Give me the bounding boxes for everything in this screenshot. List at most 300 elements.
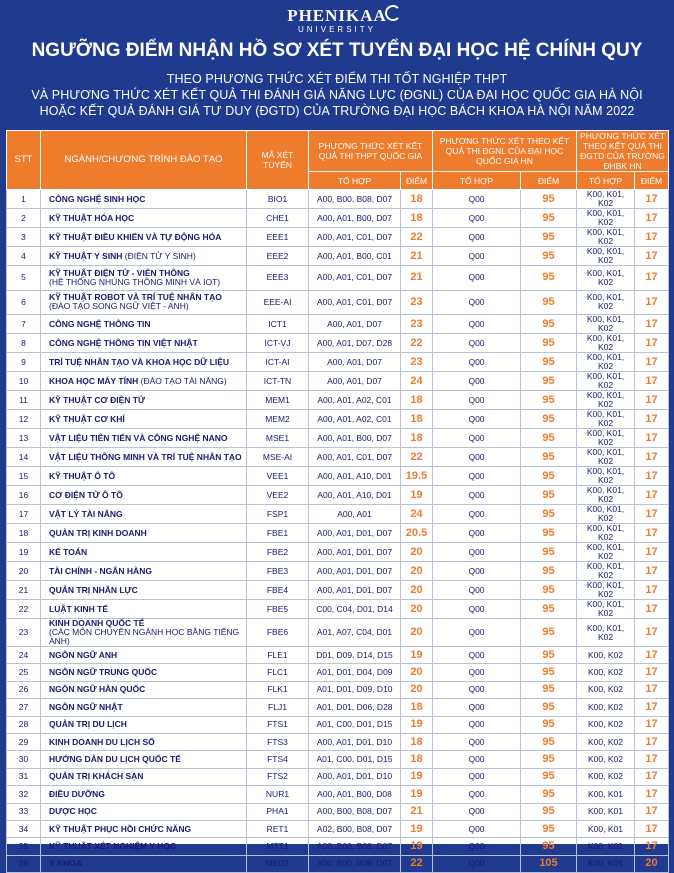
row-score-dgnl: 95 (521, 699, 577, 716)
row-score-thpt: 20 (401, 543, 433, 562)
row-program (41, 290, 247, 315)
program-name: KỸ THUẬT ĐIỆN TỬ - VIỄN THÔNG (49, 267, 190, 278)
program-name: KỸ THUẬT Y SINH (49, 250, 123, 261)
row-program (41, 353, 247, 372)
header-combo: TỔ HỢP (577, 172, 635, 190)
row-score-dgnl: 95 (521, 209, 577, 228)
row-program (41, 315, 247, 334)
row-score-dgtd: 17 (635, 619, 669, 647)
table-row (7, 290, 669, 315)
row-score-thpt: 22 (401, 448, 433, 467)
table-row (7, 699, 669, 716)
row-program (41, 524, 247, 543)
row-score-dgtd: 17 (635, 228, 669, 247)
row-program (41, 448, 247, 467)
table-row (7, 543, 669, 562)
row-score-dgtd: 17 (635, 647, 669, 664)
row-program (41, 681, 247, 698)
row-stt: 18 (7, 524, 41, 543)
program-name: KẾ TOÁN (49, 546, 88, 557)
row-combo-dgnl: Q00 (433, 786, 521, 803)
row-score-dgtd: 17 (635, 838, 669, 855)
row-code: MED1 (247, 855, 309, 872)
row-code: EEE1 (247, 228, 309, 247)
table-row (7, 353, 669, 372)
row-score-dgnl: 95 (521, 190, 577, 209)
row-code: FTS1 (247, 716, 309, 733)
row-score-dgnl: 95 (521, 505, 577, 524)
row-code: CHE1 (247, 209, 309, 228)
table-row (7, 209, 669, 228)
program-name: KỸ THUẬT Ô TÔ (49, 470, 116, 481)
row-score-thpt: 18 (401, 699, 433, 716)
row-score-dgtd: 17 (635, 664, 669, 681)
row-combo-dgtd: K00, K01, K02 (577, 448, 635, 467)
table-row (7, 315, 669, 334)
row-score-dgtd: 17 (635, 290, 669, 315)
row-combo-dgnl: Q00 (433, 486, 521, 505)
table-row (7, 410, 669, 429)
row-score-thpt: 19 (401, 647, 433, 664)
row-score-thpt: 23 (401, 315, 433, 334)
program-name: KỸ THUẬT XÉT NGHIỆM Y HỌC (49, 840, 177, 851)
row-combo-thpt: A01, D01, D06, D28 (309, 699, 401, 716)
row-program (41, 664, 247, 681)
row-code: ICT1 (247, 315, 309, 334)
row-program (41, 562, 247, 581)
row-score-dgtd: 17 (635, 562, 669, 581)
row-combo-dgnl: Q00 (433, 664, 521, 681)
program-name: TÀI CHÍNH - NGÂN HÀNG (49, 565, 152, 576)
table-row (7, 247, 669, 266)
row-combo-dgtd: K00, K02 (577, 733, 635, 750)
program-name: KỸ THUẬT HÓA HỌC (49, 212, 135, 223)
row-program (41, 486, 247, 505)
row-score-dgnl: 95 (521, 486, 577, 505)
row-stt: 3 (7, 228, 41, 247)
row-combo-dgtd: K00, K01, K02 (577, 353, 635, 372)
table-row (7, 803, 669, 820)
row-combo-thpt: A00, B00, B08, D07 (309, 190, 401, 209)
program-name: KỸ THUẬT ĐIỀU KHIỂN VÀ TỰ ĐỘNG HÓA (49, 231, 222, 242)
row-program (41, 266, 247, 291)
row-combo-thpt: A00, A01, D07 (309, 315, 401, 334)
row-stt: 35 (7, 838, 41, 855)
row-combo-dgnl: Q00 (433, 838, 521, 855)
row-combo-dgtd: K00, K01, K02 (577, 600, 635, 619)
row-score-dgtd: 17 (635, 524, 669, 543)
row-stt: 33 (7, 803, 41, 820)
row-program (41, 228, 247, 247)
program-name: TRÍ TUỆ NHÂN TẠO VÀ KHOA HỌC DỮ LIỆU (49, 356, 230, 367)
program-name: VẬT LIỆU TIÊN TIẾN VÀ CÔNG NGHỆ NANO (49, 432, 228, 443)
row-combo-dgtd: K00, K01, K02 (577, 315, 635, 334)
program-note: (ĐIỆN TỬ Y SINH) (124, 250, 196, 261)
program-name: KHOA HỌC MÁY TÍNH (49, 375, 139, 386)
row-combo-dgtd: K00, K01 (577, 838, 635, 855)
row-code: FBE3 (247, 562, 309, 581)
program-name: CÔNG NGHỆ SINH HỌC (49, 193, 146, 204)
table-row (7, 619, 669, 647)
row-program (41, 581, 247, 600)
program-name: LUẬT KINH TẾ (49, 603, 109, 614)
row-combo-thpt: A00, A01, C01, D07 (309, 228, 401, 247)
row-score-dgnl: 95 (521, 786, 577, 803)
program-name: HƯỚNG DẪN DU LỊCH QUỐC TẾ (49, 754, 181, 765)
row-code: MSE1 (247, 429, 309, 448)
row-code: FBE2 (247, 543, 309, 562)
row-stt: 16 (7, 486, 41, 505)
row-combo-dgtd: K00, K01, K02 (577, 429, 635, 448)
row-score-dgnl: 95 (521, 391, 577, 410)
row-score-dgtd: 17 (635, 505, 669, 524)
row-stt: 7 (7, 315, 41, 334)
row-combo-thpt: A00, A01, D07, D28 (309, 334, 401, 353)
row-score-thpt: 20 (401, 581, 433, 600)
row-score-dgtd: 17 (635, 751, 669, 768)
row-program (41, 619, 247, 647)
row-score-dgtd: 17 (635, 600, 669, 619)
row-score-dgnl: 95 (521, 290, 577, 315)
row-combo-dgtd: K00, K01, K02 (577, 266, 635, 291)
row-score-dgnl: 95 (521, 543, 577, 562)
row-combo-dgtd: K00, K02 (577, 664, 635, 681)
row-combo-dgnl: Q00 (433, 619, 521, 647)
row-score-thpt: 20 (401, 562, 433, 581)
table-row (7, 820, 669, 837)
row-combo-dgnl: Q00 (433, 647, 521, 664)
row-combo-dgtd: K00, K01, K02 (577, 524, 635, 543)
program-name: KỸ THUẬT CƠ ĐIỆN TỬ (49, 394, 145, 405)
program-name: KINH DOANH QUỐC TẾ (49, 618, 145, 628)
row-combo-dgtd: K00, K02 (577, 768, 635, 785)
row-score-dgtd: 17 (635, 768, 669, 785)
row-score-dgtd: 17 (635, 410, 669, 429)
row-stt: 32 (7, 786, 41, 803)
row-program (41, 429, 247, 448)
row-combo-dgnl: Q00 (433, 820, 521, 837)
row-combo-thpt: C00, C04, D01, D14 (309, 600, 401, 619)
row-score-dgnl: 95 (521, 619, 577, 647)
row-combo-thpt: A00, A01 (309, 505, 401, 524)
row-code: FLC1 (247, 664, 309, 681)
row-combo-dgnl: Q00 (433, 751, 521, 768)
admission-table (6, 130, 669, 873)
table-row (7, 228, 669, 247)
row-score-thpt: 20 (401, 664, 433, 681)
row-score-thpt: 23 (401, 353, 433, 372)
row-program (41, 372, 247, 391)
brand-sub: UNIVERSITY (297, 25, 376, 34)
row-score-thpt: 18 (401, 429, 433, 448)
row-score-dgnl: 95 (521, 315, 577, 334)
row-score-dgtd: 17 (635, 467, 669, 486)
row-score-dgtd: 17 (635, 353, 669, 372)
row-stt: 11 (7, 391, 41, 410)
row-score-dgnl: 95 (521, 768, 577, 785)
program-name: CÔNG NGHỆ THÔNG TIN VIỆT NHẬT (49, 337, 198, 348)
row-code: EEE-AI (247, 290, 309, 315)
row-score-thpt: 18 (401, 209, 433, 228)
header-code: MÃ XÉT TUYỂN (247, 131, 309, 190)
row-score-thpt: 19 (401, 820, 433, 837)
table-row (7, 681, 669, 698)
row-stt: 36 (7, 855, 41, 872)
program-note: (ĐÀO TẠO TÀI NĂNG) (140, 375, 227, 386)
row-combo-thpt: A00, A01, D07 (309, 353, 401, 372)
row-combo-thpt: A00, B00, B08, D07 (309, 838, 401, 855)
row-combo-dgtd: K00, K01, K02 (577, 581, 635, 600)
row-combo-dgtd: K00, K01, K02 (577, 372, 635, 391)
row-combo-thpt: A00, A01, C01, D07 (309, 448, 401, 467)
row-stt: 29 (7, 733, 41, 750)
row-code: FLK1 (247, 681, 309, 698)
admission-table-container (6, 130, 668, 870)
row-combo-dgnl: Q00 (433, 681, 521, 698)
row-score-dgtd: 17 (635, 429, 669, 448)
row-code: FBE1 (247, 524, 309, 543)
row-stt: 1 (7, 190, 41, 209)
row-stt: 12 (7, 410, 41, 429)
row-stt: 26 (7, 681, 41, 698)
row-program (41, 247, 247, 266)
row-score-dgnl: 95 (521, 247, 577, 266)
row-code: RET1 (247, 820, 309, 837)
row-score-dgnl: 95 (521, 410, 577, 429)
header-method-dgnl: PHƯƠNG THỨC XÉT THEO KẾT QUẢ THI ĐGNL CỦA ĐẠI HỌC QUỐC GIA HN (433, 131, 577, 172)
header-program: NGÀNH/CHƯƠNG TRÌNH ĐÀO TẠO (41, 131, 247, 190)
page-header (0, 0, 674, 128)
row-combo-dgnl: Q00 (433, 733, 521, 750)
program-note: (ĐÀO TẠO SONG NGỮ VIỆT - ANH) (49, 301, 189, 312)
university-logo (0, 6, 674, 34)
row-score-dgnl: 95 (521, 820, 577, 837)
row-code: ICT-AI (247, 353, 309, 372)
header-stt: STT (7, 131, 41, 190)
row-stt: 13 (7, 429, 41, 448)
row-code: ICT-VJ (247, 334, 309, 353)
row-combo-thpt: A01, C00, D01, D15 (309, 716, 401, 733)
row-stt: 9 (7, 353, 41, 372)
row-combo-dgnl: Q00 (433, 699, 521, 716)
row-combo-thpt: D01, D09, D14, D15 (309, 647, 401, 664)
row-combo-dgtd: K00, K01 (577, 803, 635, 820)
row-combo-dgnl: Q00 (433, 524, 521, 543)
row-score-dgtd: 17 (635, 543, 669, 562)
row-score-dgtd: 17 (635, 391, 669, 410)
row-code: ICT-TN (247, 372, 309, 391)
row-combo-dgnl: Q00 (433, 315, 521, 334)
header-combo: TỔ HỢP (433, 172, 521, 190)
row-combo-dgtd: K00, K02 (577, 681, 635, 698)
row-score-dgnl: 95 (521, 751, 577, 768)
row-score-dgtd: 17 (635, 247, 669, 266)
row-score-dgnl: 95 (521, 467, 577, 486)
row-combo-thpt: A00, A01, A02, C01 (309, 410, 401, 429)
page-title: NGƯỠNG ĐIỂM NHẬN HỒ SƠ XÉT TUYỂN ĐẠI HỌC HỆ CHÍNH QUY (31, 40, 643, 61)
row-stt: 28 (7, 716, 41, 733)
row-score-dgnl: 95 (521, 334, 577, 353)
row-score-thpt: 19 (401, 768, 433, 785)
table-row (7, 562, 669, 581)
program-name: QUẢN TRỊ NHÂN LỰC (49, 584, 138, 595)
row-score-thpt: 19.5 (401, 467, 433, 486)
row-combo-thpt: A00, B00, B08, D07 (309, 855, 401, 872)
row-combo-dgnl: Q00 (433, 600, 521, 619)
row-program (41, 209, 247, 228)
row-score-thpt: 18 (401, 751, 433, 768)
row-code: FLJ1 (247, 699, 309, 716)
row-combo-dgtd: K00, K01, K02 (577, 467, 635, 486)
row-score-thpt: 19 (401, 838, 433, 855)
table-row (7, 505, 669, 524)
row-code: FLE1 (247, 647, 309, 664)
row-score-dgtd: 17 (635, 581, 669, 600)
row-score-dgtd: 17 (635, 681, 669, 698)
row-score-dgnl: 95 (521, 664, 577, 681)
row-score-dgnl: 95 (521, 429, 577, 448)
row-combo-dgtd: K00, K01, K02 (577, 619, 635, 647)
row-code: MEM2 (247, 410, 309, 429)
table-row (7, 486, 669, 505)
row-code: MSE-AI (247, 448, 309, 467)
table-row (7, 581, 669, 600)
row-code: NUR1 (247, 786, 309, 803)
row-stt: 20 (7, 562, 41, 581)
row-score-dgnl: 95 (521, 228, 577, 247)
row-combo-dgtd: K00, K01, K02 (577, 209, 635, 228)
subtitle-line: THEO PHƯƠNG THỨC XÉT ĐIỂM THI TỐT NGHIỆP THPT (166, 72, 508, 86)
row-score-thpt: 21 (401, 266, 433, 291)
program-name: QUẢN TRỊ KHÁCH SẠN (49, 771, 144, 782)
row-score-dgnl: 95 (521, 372, 577, 391)
row-program (41, 600, 247, 619)
subtitle-line: VÀ PHƯƠNG THỨC XÉT KẾT QUẢ THI ĐÁNH GIÁ NĂNG LỰC (ĐGNL) CỦA ĐẠI HỌC QUỐC GIA HÀ NỘI (31, 88, 643, 102)
row-code: FTS3 (247, 733, 309, 750)
row-code: VEE1 (247, 467, 309, 486)
row-score-dgnl: 95 (521, 581, 577, 600)
row-combo-dgtd: K00, K01, K02 (577, 247, 635, 266)
row-stt: 17 (7, 505, 41, 524)
row-combo-thpt: A00, A01, D01, D10 (309, 733, 401, 750)
row-combo-thpt: A00, A01, D01, D07 (309, 581, 401, 600)
row-score-dgnl: 95 (521, 681, 577, 698)
row-stt: 15 (7, 467, 41, 486)
row-score-thpt: 23 (401, 290, 433, 315)
table-row (7, 448, 669, 467)
row-stt: 19 (7, 543, 41, 562)
row-combo-thpt: A01, D01, D09, D10 (309, 681, 401, 698)
row-combo-dgnl: Q00 (433, 290, 521, 315)
header-score: ĐIỂM (401, 172, 433, 190)
brand-name: PHENIKAA (287, 6, 387, 25)
row-score-thpt: 21 (401, 247, 433, 266)
header-score: ĐIỂM (521, 172, 577, 190)
row-score-thpt: 18 (401, 410, 433, 429)
row-combo-thpt: A00, A01, B00, D07 (309, 429, 401, 448)
program-name: DƯỢC HỌC (49, 806, 97, 817)
row-score-thpt: 19 (401, 716, 433, 733)
row-combo-dgnl: Q00 (433, 768, 521, 785)
row-combo-dgnl: Q00 (433, 581, 521, 600)
row-combo-thpt: A00, A01, D01, D07 (309, 524, 401, 543)
program-name: CƠ ĐIỆN TỬ Ô TÔ (49, 489, 123, 500)
row-stt: 10 (7, 372, 41, 391)
row-stt: 24 (7, 647, 41, 664)
row-score-dgnl: 95 (521, 524, 577, 543)
row-combo-thpt: A00, A01, C01, D07 (309, 290, 401, 315)
row-combo-thpt: A00, A01, A02, C01 (309, 391, 401, 410)
row-combo-dgtd: K00, K01, K02 (577, 410, 635, 429)
program-note: (HỆ THỐNG NHÚNG THÔNG MINH VÀ IOT) (49, 276, 221, 287)
row-combo-dgnl: Q00 (433, 372, 521, 391)
program-note: (CÁC MÔN CHUYÊN NGÀNH HỌC BẰNG TIẾNG ANH) (49, 627, 240, 646)
row-score-thpt: 19 (401, 786, 433, 803)
table-row (7, 733, 669, 750)
row-score-dgnl: 95 (521, 803, 577, 820)
row-code: VEE2 (247, 486, 309, 505)
row-program (41, 505, 247, 524)
row-score-dgnl: 105 (521, 855, 577, 872)
row-score-dgnl: 95 (521, 266, 577, 291)
row-program (41, 733, 247, 750)
row-stt: 8 (7, 334, 41, 353)
row-combo-dgnl: Q00 (433, 353, 521, 372)
row-combo-dgnl: Q00 (433, 803, 521, 820)
header-method-dgtd: PHƯƠNG THỨC XÉT THEO KẾT QUẢ THI ĐGTD CỦA TRƯỜNG ĐHBK HN (577, 131, 669, 172)
table-row (7, 716, 669, 733)
row-score-dgtd: 17 (635, 716, 669, 733)
row-combo-dgnl: Q00 (433, 410, 521, 429)
row-score-dgtd: 17 (635, 820, 669, 837)
row-combo-dgnl: Q00 (433, 448, 521, 467)
program-name: QUẢN TRỊ DU LỊCH (49, 719, 127, 730)
row-combo-thpt: A00, A01, B00, C01 (309, 247, 401, 266)
row-code: MTT1 (247, 838, 309, 855)
header-method-thpt: PHƯƠNG THỨC XÉT KẾT QUẢ THI THPT QUỐC GIA (309, 131, 433, 172)
row-combo-dgtd: K00, K01, K02 (577, 391, 635, 410)
row-score-thpt: 21 (401, 803, 433, 820)
logo-swirl-icon (385, 5, 401, 21)
row-program (41, 699, 247, 716)
row-stt: 21 (7, 581, 41, 600)
row-combo-dgnl: Q00 (433, 505, 521, 524)
row-score-dgtd: 17 (635, 486, 669, 505)
row-code: FTS2 (247, 768, 309, 785)
row-program (41, 751, 247, 768)
table-row (7, 647, 669, 664)
row-score-thpt: 20.5 (401, 524, 433, 543)
row-stt: 4 (7, 247, 41, 266)
row-combo-dgtd: K00, K01, K02 (577, 543, 635, 562)
row-combo-dgnl: Q00 (433, 228, 521, 247)
row-score-dgnl: 95 (521, 838, 577, 855)
row-score-thpt: 22 (401, 334, 433, 353)
row-program (41, 410, 247, 429)
program-name: KINH DOANH DU LỊCH SỐ (49, 736, 155, 747)
table-row (7, 838, 669, 855)
row-combo-thpt: A01, D01, D04, D09 (309, 664, 401, 681)
table-row (7, 266, 669, 291)
row-code: EEE3 (247, 266, 309, 291)
row-combo-thpt: A01, C00, D01, D15 (309, 751, 401, 768)
row-program (41, 803, 247, 820)
row-stt: 14 (7, 448, 41, 467)
row-combo-dgtd: K00, K01, K02 (577, 290, 635, 315)
table-row (7, 372, 669, 391)
row-score-dgtd: 17 (635, 372, 669, 391)
row-combo-thpt: A00, A01, D01, D07 (309, 562, 401, 581)
